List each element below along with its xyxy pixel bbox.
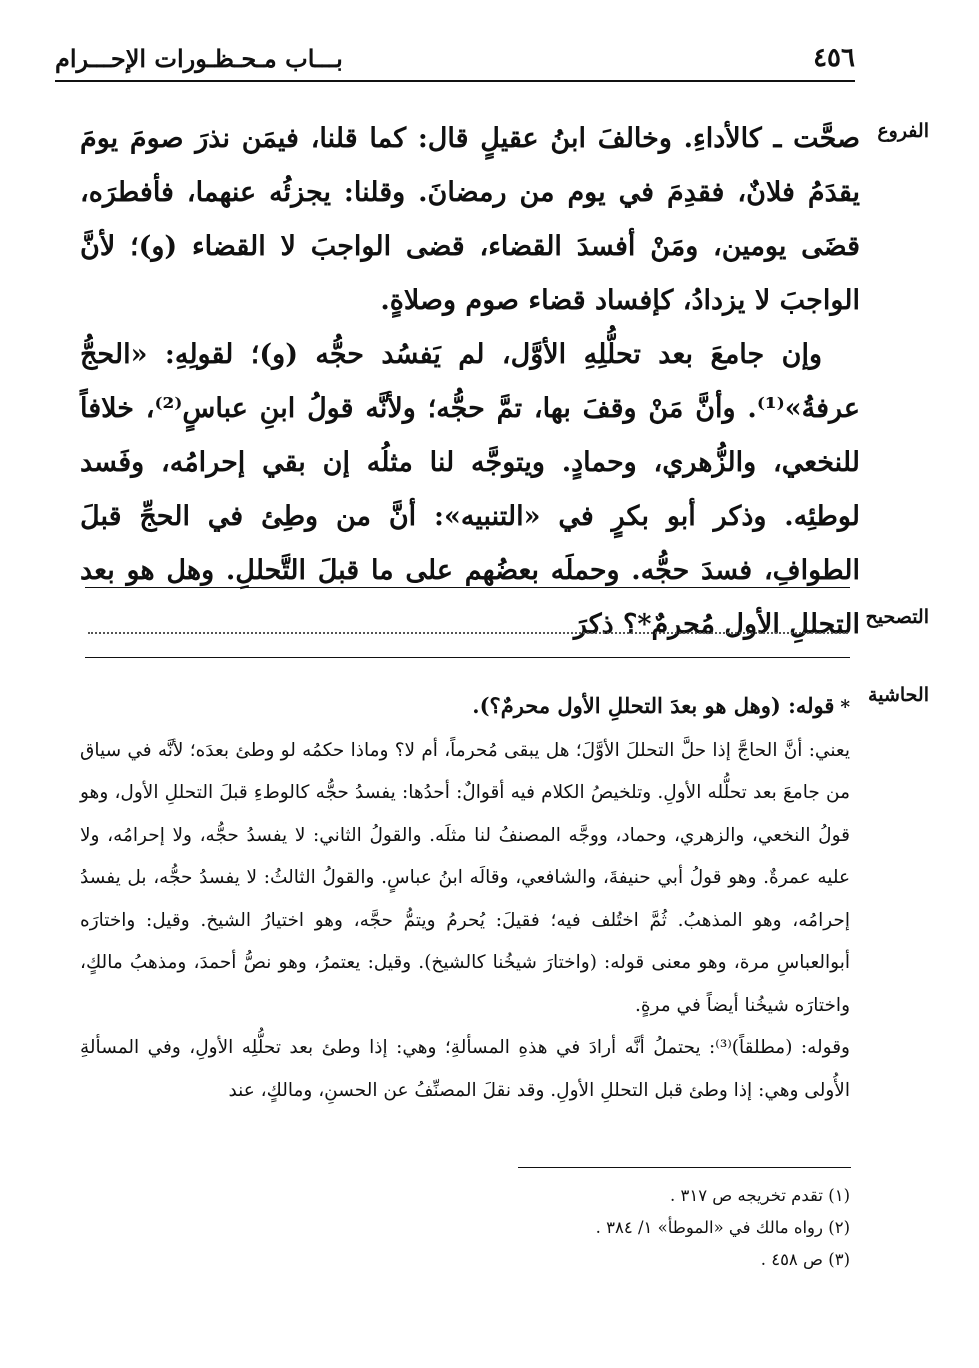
main-paragraph-1: صحَّت ـ كالأداءِ. وخالفَ ابنُ عقيلٍ قال: كما قلنا، فيمَن نذرَ صومَ يومَ يقدَمُ فلانٌ، فقدِمَ في يوم من رمضانَ. وقلنا: يجزئُه عنهما، فأفطرَه، قضَى يومين، ومَنْ أفسدَ القضاء، قضى الواجبَ لا القضاء (و)؛ لأنَّ الواجبَ لا يزدادُ، كإفساد قضاء صوم وصلاةٍ. <box>80 123 861 316</box>
footnote-2: (٢) رواه مالك في «الموطأ» ١/ ٣٨٤ . <box>595 1218 850 1237</box>
hashiya-paragraph-1: يعني: أنَّ الحاجَّ إذا حلَّ التحللَ الأوَّلَ؛ هل يبقى مُحرماً، أم لا؟ وماذا حكمُه لو وطئ بعدَه؛ لأنَّه في سياق من جامعَ بعد تحلُّله الأولِ. وتلخيصُ الكلام فيه أقوالٌ: أحدُها: يفسدُ حجُّه كالوطءِ قبلَ التحللِ الأول، وهو قولُ النخعي، والزهري، وحماد، ووجَّه المصنفُ لنا مثلَه. والقولُ الثاني: لا يفسدُ حجُّه، ولا إحرامُه، ولا عليه عمرةٌ. وهو قولُ أبي حنيفةَ، والشافعي، وقالَه ابنُ عباسٍ. والقولُ الثالثُ: لا يفسدُ حجُّه، بل يفسدُ إحرامُه، وهو المذهبُ. ثُمَّ اختُلف فيه؛ فقيلَ: يُحرمُ ويتمُّ حجَّه، وهو اختيارُ الشيخ. وقيل: واختارَه أبوالعباسِ مرة، وهو معنى قوله: (واختارَ شيخُنا كالشيخ). وقيل: يعتمرُ، وهو نصُّ أحمدَ، ومذهبُ مالكٍ، واختارَه شيخُنا أيضاً في مرةٍ. <box>80 739 850 1016</box>
main-text <box>80 112 860 652</box>
hashiya-star-marker: * <box>840 697 850 718</box>
section-label-tashih: التصحيح <box>865 606 929 628</box>
separator-top <box>85 587 850 588</box>
header-rule <box>55 80 855 82</box>
tashih-dotted-line <box>88 612 848 634</box>
hashiya-paragraph-2: وقوله: (مطلقاً)⁽³⁾: يحتملُ أنَّه أرادَ في هذهِ المسألةِ؛ وهي: إذا وطئ بعد تحلُّلِه الأولِ، وفي المسألةِ الأُولى وهي: إذا وطئ قبل التحللِ الأولِ. وقد نقلَ المصنِّفُ عن الحسنِ، ومالكٍ، عند <box>80 1037 850 1101</box>
hashiya-text <box>80 685 850 1112</box>
hashiya-lead: قوله: (وهل هو بعدَ التحللِ الأول محرمٌ؟). <box>472 693 835 718</box>
running-title: بـــاب مـحـظـورات الإحـــرام <box>55 43 343 73</box>
footnote-rule <box>518 1167 851 1168</box>
footnote-3: (٣) ص ٤٥٨ . <box>760 1250 850 1269</box>
footnote-1: (١) تقدم تخريجه ص ٣١٧ . <box>669 1186 850 1205</box>
section-label-furu: الفروع <box>877 120 929 142</box>
main-paragraph-2: وإن جامعَ بعد تحلُّلِهِ الأوَّل، لم يَفسُد حجُّه (و)؛ لقولِهِ: «الحجُّ عرفةُ»⁽¹⁾. وأنَّ مَنْ وقفَ بها، تمَّ حجُّه؛ ولأنَّه قولُ ابنِ عباسٍ⁽²⁾، خلافاً للنخعي، والزُّهري، وحمادٍ. ويتوجَّه لنا مثلُه إن بقي إحرامُه، وفَسد لوطئِه. وذكر أبو بكرٍ في «التنبيه»: أنَّ من وطِئ في الحجِّ قبلَ الطوافِ، فسدَ حجُّه. وحملَه بعضُهم على ما قبلَ التَّحللِ. وهل هو بعد التحللِ الأول مُحرمٌ*؟ ذكرَ <box>80 339 860 640</box>
separator-bottom <box>85 657 850 658</box>
page-number: ٤٥٦ <box>813 43 855 73</box>
footnotes <box>480 1180 850 1276</box>
page-header <box>55 38 855 78</box>
section-label-hashiya: الحاشية <box>868 684 929 706</box>
